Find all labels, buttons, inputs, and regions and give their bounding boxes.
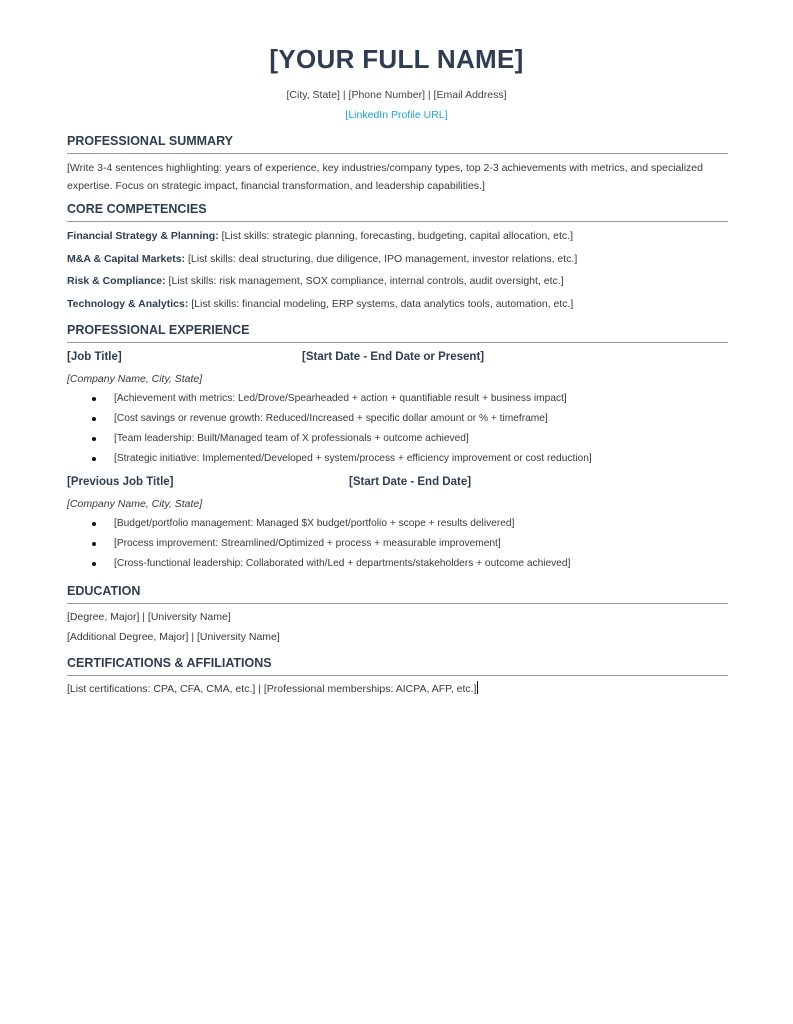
competency-text: [List skills: strategic planning, forecasting, budgeting, capital allocation, etc.] xyxy=(218,230,573,242)
achievement-list xyxy=(67,514,728,574)
achievement-item xyxy=(67,389,728,409)
achievement-text: [Cost savings or revenue growth: Reduced/Increased + specific dollar amount or % + timeframe] xyxy=(114,413,548,424)
job-title: [Job Title] xyxy=(67,351,122,363)
competency-label: Technology & Analytics: xyxy=(67,297,189,310)
section-heading: PROFESSIONAL SUMMARY xyxy=(67,134,728,154)
competency-label: M&A & Capital Markets: xyxy=(67,252,186,265)
linkedin-link[interactable]: [LinkedIn Profile URL] xyxy=(345,109,448,121)
professional-summary-section xyxy=(67,134,728,195)
job-dates: [Start Date - End Date] xyxy=(349,476,472,488)
competency-item xyxy=(67,225,728,248)
bullet-icon xyxy=(92,417,96,421)
education-line: [Degree, Major] | [University Name] xyxy=(67,611,231,623)
job-entry xyxy=(67,476,728,574)
competency-item xyxy=(67,248,728,271)
competency-text: [List skills: financial modeling, ERP systems, data analytics tools, automation, etc.] xyxy=(188,297,574,310)
bullet-icon xyxy=(92,542,96,546)
bullet-icon xyxy=(92,522,96,526)
section-heading: EDUCATION xyxy=(67,584,728,604)
section-heading: CORE COMPETENCIES xyxy=(67,202,728,222)
achievement-list xyxy=(67,389,728,469)
education-section xyxy=(67,584,728,647)
bullet-icon xyxy=(92,562,96,566)
certifications-section xyxy=(67,656,728,700)
bullet-icon xyxy=(92,437,96,441)
education-line: [Additional Degree, Major] | [University Name] xyxy=(67,630,280,643)
achievement-item xyxy=(67,534,728,554)
achievement-text: [Process improvement: Streamlined/Optimized + process + measurable improvement] xyxy=(114,538,501,549)
text-cursor xyxy=(477,681,478,694)
certifications-line[interactable] xyxy=(67,680,728,700)
contact-line: [City, State] | [Phone Number] | [Email Address] xyxy=(286,89,507,101)
section-heading: CERTIFICATIONS & AFFILIATIONS xyxy=(67,656,728,676)
competency-text: [List skills: risk management, SOX compliance, internal controls, audit oversight, etc.] xyxy=(165,275,564,287)
bullet-icon xyxy=(92,397,96,401)
achievement-text: [Achievement with metrics: Led/Drove/Spearheaded + action + quantifiable result + business impact] xyxy=(114,393,567,404)
job-entry xyxy=(67,351,728,469)
competency-label: Financial Strategy & Planning: xyxy=(67,230,219,242)
job-dates: [Start Date - End Date or Present] xyxy=(302,351,485,363)
resume-name: [YOUR FULL NAME] xyxy=(269,44,524,74)
achievement-item xyxy=(67,449,728,469)
achievement-item xyxy=(67,409,728,429)
job-title: [Previous Job Title] xyxy=(67,476,174,488)
achievement-text: [Team leadership: Built/Managed team of X professionals + outcome achieved] xyxy=(114,433,469,444)
achievement-item xyxy=(67,429,728,449)
achievement-text: [Budget/portfolio management: Managed $X budget/portfolio + scope + results delivered] xyxy=(114,518,515,529)
section-heading: PROFESSIONAL EXPERIENCE xyxy=(67,323,728,343)
competency-item xyxy=(67,270,728,293)
competency-text: [List skills: deal structuring, due diligence, IPO management, investor relations, etc.] xyxy=(185,252,578,265)
core-competencies-section xyxy=(67,202,728,315)
achievement-text: [Strategic initiative: Implemented/Developed + system/process + efficiency improvement or cost reduction] xyxy=(114,453,592,464)
summary-text: [Write 3-4 sentences highlighting: years of experience, key industries/company types, top 2-3 achievements with metrics, and specialized expertise. Focus on strategic impact, financial transformation, and leadership capabilities.] xyxy=(67,162,703,192)
bullet-icon xyxy=(92,457,96,461)
achievement-text: [Cross-functional leadership: Collaborated with/Led + departments/stakeholders + outcome achieved] xyxy=(114,558,571,569)
achievement-item xyxy=(67,554,728,574)
competency-item xyxy=(67,293,728,316)
company-name: [Company Name, City, State] xyxy=(67,373,203,385)
competency-label: Risk & Compliance: xyxy=(67,275,166,287)
professional-experience-section xyxy=(67,323,728,574)
company-name: [Company Name, City, State] xyxy=(67,498,203,510)
certifications-text: [List certifications: CPA, CFA, CMA, etc.] | [Professional memberships: AICPA, AFP, etc.] xyxy=(67,683,477,695)
achievement-item xyxy=(67,514,728,534)
